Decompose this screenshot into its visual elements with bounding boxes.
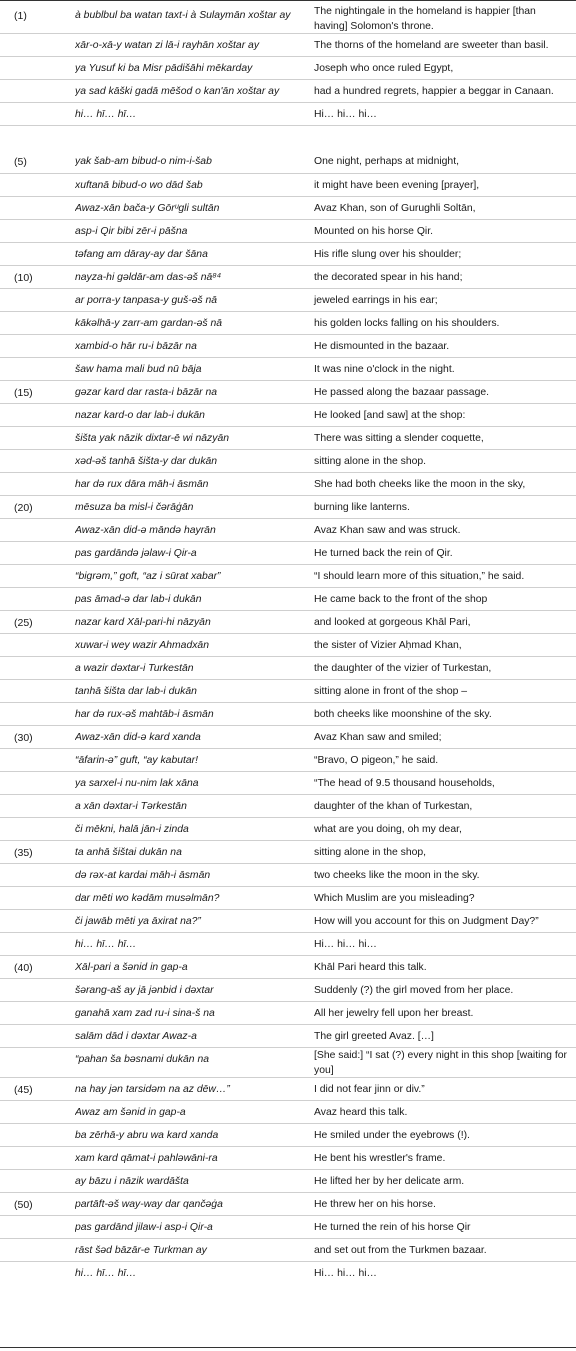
verse-number: (1) — [14, 10, 27, 22]
source-verse: rāst šәd bāzār-e Turkman ay — [75, 1245, 207, 1256]
translation: burning like lanterns. — [314, 502, 410, 513]
verse-row — [0, 1100, 576, 1123]
verse-row — [0, 173, 576, 196]
translation: He lifted her by her delicate arm. — [314, 1176, 465, 1187]
verse-number: (10) — [14, 272, 33, 284]
translation: and set out from the Turkmen bazaar. — [314, 1245, 487, 1256]
verse-row — [0, 1192, 576, 1215]
source-verse: šišta yak nāzik dixtar-ē wi nāzyān — [75, 433, 230, 444]
source-verse: hi… hī… hī… — [75, 109, 137, 120]
source-verse: partāft-әš way-way dar qančәġa — [75, 1199, 223, 1210]
verse-row — [0, 1123, 576, 1146]
source-verse: ya sad kāški gadā mēšod o kan'ān xoštar ay — [75, 86, 280, 97]
verse-row — [0, 334, 576, 357]
verse-row — [0, 1215, 576, 1238]
source-verse: ba zērhā-y abru wa kard xanda — [75, 1130, 219, 1141]
translation: “The head of 9.5 thousand households, — [314, 778, 495, 789]
source-verse: xәd-әš tanhā šišta-y dar dukān — [75, 456, 218, 467]
translation: She had both cheeks like the moon in the sky, — [314, 479, 526, 490]
translation: the daughter of the vizier of Turkestan, — [314, 663, 492, 674]
verse-number: (15) — [14, 387, 33, 399]
source-verse: asp-i Qir bibi zēr-i pāšna — [75, 226, 188, 237]
source-verse: Awaz-xān bača-y Gōrᵘgli sultān — [75, 203, 220, 214]
source-verse: Awaz-xān did-ә kard xanda — [75, 732, 201, 743]
source-verse: har dә rux dāra māh-i āsmān — [75, 479, 209, 490]
translation: Avaz Khan saw and was struck. — [314, 525, 461, 536]
verse-row — [0, 978, 576, 1001]
source-verse: xambid-o hār ru-i bāzār na — [75, 341, 197, 352]
translation: One night, perhaps at midnight, — [314, 156, 459, 167]
translation: and looked at gorgeous Khāl Pari, — [314, 617, 471, 628]
source-verse: ya Yusuf ki ba Misr pādišāhi mēkarday — [75, 63, 253, 74]
verse-row — [0, 403, 576, 426]
source-verse: ta anhā šištai dukān na — [75, 847, 182, 858]
translation: his golden locks falling on his shoulders. — [314, 318, 500, 329]
translation: sitting alone in the shop. — [314, 456, 427, 467]
verse-row — [0, 1261, 576, 1284]
source-verse: “pahan ša bәsnami dukān na — [75, 1054, 210, 1065]
source-verse: ay bāzu i nāzik wardāšta — [75, 1176, 189, 1187]
source-verse: nazar kard-o dar lab-i dukān — [75, 410, 205, 421]
source-verse: xār-o-xā-y watan zi lā-i rayhān xoštar ay — [75, 40, 260, 51]
translation: had a hundred regrets, happier a beggar in Canaan. — [314, 86, 554, 97]
verse-row — [0, 840, 576, 863]
verse-row — [0, 426, 576, 449]
verse-row — [0, 288, 576, 311]
bottom-rule — [0, 1347, 576, 1348]
translation: He bent his wrestler's frame. — [314, 1153, 446, 1164]
translation: The girl greeted Avaz. […] — [314, 1031, 434, 1042]
verse-row — [0, 518, 576, 541]
translation: How will you account for this on Judgment Day?” — [314, 916, 539, 927]
verse-row — [0, 449, 576, 472]
top-rule — [0, 0, 576, 1]
verse-row — [0, 380, 576, 403]
source-verse: a xān dәxtar-i Tәrkestān — [75, 801, 187, 812]
verse-row — [0, 102, 576, 125]
translation: He turned the rein of his horse Qir — [314, 1222, 471, 1233]
source-verse: tanhā šišta dar lab-i dukān — [75, 686, 197, 697]
verse-row — [0, 219, 576, 242]
verse-row — [0, 56, 576, 79]
verse-row — [0, 909, 576, 932]
source-verse: pas āmad-ә dar lab-i dukān — [75, 594, 202, 605]
translation: the sister of Vizier Aḥmad Khan, — [314, 640, 462, 651]
verse-number: (45) — [14, 1084, 33, 1096]
source-verse: kākәlhā-y zarr-am gardan-әš nā — [75, 318, 223, 329]
source-verse: xam kard qāmat-i pahlәwāni-ra — [75, 1153, 218, 1164]
source-verse: yak šab-am bibud-o nim-i-šab — [75, 156, 212, 167]
source-verse: pas gardāndә jәlaw-i Qir-a — [75, 548, 197, 559]
verse-row — [0, 79, 576, 102]
translation: daughter of the khan of Turkestan, — [314, 801, 473, 812]
translation: Hi… hi… hi… — [314, 109, 377, 120]
source-verse: salām dād i dәxtar Awaz-a — [75, 1031, 197, 1042]
stanza-gap — [0, 125, 576, 151]
translation: He dismounted in the bazaar. — [314, 341, 450, 352]
verse-row — [0, 679, 576, 702]
translation: “Bravo, O pigeon,” he said. — [314, 755, 439, 766]
verse-row — [0, 748, 576, 771]
translation: [She said:] “I sat (?) every night in this shop [waiting for you] — [314, 1050, 567, 1076]
translation: He looked [and saw] at the shop: — [314, 410, 466, 421]
source-verse: či jawāb mēti ya āxirat na?” — [75, 916, 201, 927]
source-verse: xuwar-i wey wazir Ahmadxān — [75, 640, 209, 651]
verse-row — [0, 1024, 576, 1047]
source-verse: tәfang am dāray-ay dar šāna — [75, 249, 208, 260]
source-verse: xuftanā bibud-o wo dād šab — [75, 180, 203, 191]
translation: Hi… hi… hi… — [314, 939, 377, 950]
translation: He passed along the bazaar passage. — [314, 387, 490, 398]
verse-row — [0, 150, 576, 173]
source-verse: hi… hī… hī… — [75, 1268, 137, 1279]
verse-number: (5) — [14, 156, 27, 168]
verse-row — [0, 33, 576, 56]
source-verse: a wazir dәxtar-i Turkestān — [75, 663, 194, 674]
translation: Avaz Khan saw and smiled; — [314, 732, 442, 743]
translation: Avaz Khan, son of Gurughli Soltān, — [314, 203, 476, 214]
verse-row — [0, 817, 576, 840]
verse-row — [0, 794, 576, 817]
source-verse: à bublbul ba watan taxt-i à Sulaymān xoštar ay — [75, 10, 291, 21]
verse-row — [0, 196, 576, 219]
source-verse: ya sarxel-i nu-nim lak xāna — [75, 778, 199, 789]
source-verse: mēsuza ba misl-i čәrāġān — [75, 502, 194, 513]
translation: Khāl Pari heard this talk. — [314, 962, 427, 973]
source-verse: ganahā xam zad ru-i sina-š na — [75, 1008, 215, 1019]
translation: jeweled earrings in his ear; — [314, 295, 438, 306]
translation: Hi… hi… hi… — [314, 1268, 377, 1279]
verse-row — [0, 1077, 576, 1100]
source-verse: Awaz am šәnid in gap-a — [75, 1107, 186, 1118]
verse-row — [0, 472, 576, 495]
translation: It was nine o'clock in the night. — [314, 364, 455, 375]
translation: He smiled under the eyebrows (!). — [314, 1130, 470, 1141]
verse-row — [0, 1169, 576, 1192]
source-verse: gәzar kard dar rasta-i bāzār na — [75, 387, 218, 398]
source-verse: nazar kard Xāl-pari-hi nāzyān — [75, 617, 211, 628]
verse-row — [0, 656, 576, 679]
translation: the decorated spear in his hand; — [314, 272, 463, 283]
translation: His rifle slung over his shoulder; — [314, 249, 462, 260]
translation: He threw her on his horse. — [314, 1199, 436, 1210]
verse-row — [0, 725, 576, 748]
translation: it might have been evening [prayer], — [314, 180, 480, 191]
source-verse: dә rәx-at kardai māh-i āsmān — [75, 870, 211, 881]
translation: Mounted on his horse Qir. — [314, 226, 433, 237]
translation: Suddenly (?) the girl moved from her place. — [314, 985, 514, 996]
source-verse: Awaz-xān did-ә māndә hayrān — [75, 525, 216, 536]
source-verse: či mēkni, halā jān-i zinda — [75, 824, 189, 835]
verse-row — [0, 863, 576, 886]
source-verse: na hay jәn tarsidәm na az dēw…” — [75, 1084, 230, 1095]
source-verse: har dә rux-әš mahtāb-i āsmān — [75, 709, 214, 720]
translation: The thorns of the homeland are sweeter than basil. — [314, 40, 549, 51]
source-verse: Xāl-pari a šәnid in gap-a — [75, 962, 188, 973]
verse-row — [0, 886, 576, 909]
translation: I did not fear jinn or div.” — [314, 1084, 425, 1095]
verse-row — [0, 955, 576, 978]
source-verse: šaw hama mali bud nū bāja — [75, 364, 202, 375]
verse-row — [0, 1001, 576, 1024]
source-verse: hi… hī… hī… — [75, 939, 137, 950]
verse-row — [0, 702, 576, 725]
source-verse: “āfarin-ә” guft, “ay kabutar! — [75, 755, 199, 766]
verse-number: (50) — [14, 1199, 33, 1211]
translation: Which Muslim are you misleading? — [314, 893, 475, 904]
translation: Joseph who once ruled Egypt, — [314, 63, 454, 74]
verse-row — [0, 495, 576, 518]
translation: He turned back the rein of Qir. — [314, 548, 453, 559]
source-verse: pas gardānd jilaw-i asp-i Qir-a — [75, 1222, 213, 1233]
translation: The nightingale in the homeland is happier [than having] Solomon's throne. — [314, 6, 536, 32]
source-verse: ar porra-y tanpasa-y guš-әš nā — [75, 295, 218, 306]
source-verse: nayza-hi gәldār-am das-әš nā⁸⁴ — [75, 272, 222, 283]
translation: both cheeks like moonshine of the sky. — [314, 709, 492, 720]
verse-number: (20) — [14, 502, 33, 514]
verse-row — [0, 932, 576, 955]
translation: All her jewelry fell upon her breast. — [314, 1008, 474, 1019]
verse-row — [0, 311, 576, 334]
verse-row — [0, 1146, 576, 1169]
translation: what are you doing, oh my dear, — [314, 824, 462, 835]
verse-row — [0, 771, 576, 794]
verse-number: (40) — [14, 962, 33, 974]
verse-number: (25) — [14, 617, 33, 629]
verse-row — [0, 587, 576, 610]
verse-row — [0, 610, 576, 633]
verse-row — [0, 265, 576, 288]
verse-row — [0, 357, 576, 380]
translation: sitting alone in the shop, — [314, 847, 427, 858]
translation: Avaz heard this talk. — [314, 1107, 408, 1118]
verse-row — [0, 4, 576, 33]
verse-number: (35) — [14, 847, 33, 859]
verse-row — [0, 242, 576, 265]
source-verse: dar mēti wo kәdām musәlmān? — [75, 893, 220, 904]
verse-row — [0, 1047, 576, 1077]
verse-number: (30) — [14, 732, 33, 744]
translation: two cheeks like the moon in the sky. — [314, 870, 480, 881]
verse-row — [0, 564, 576, 587]
verse-row — [0, 1238, 576, 1261]
translation: He came back to the front of the shop — [314, 594, 488, 605]
verse-row — [0, 541, 576, 564]
verse-row — [0, 633, 576, 656]
source-verse: šәrang-aš ay jā jәnbid i dәxtar — [75, 985, 214, 996]
translation: sitting alone in front of the shop – — [314, 686, 468, 697]
translation: There was sitting a slender coquette, — [314, 433, 484, 444]
source-verse: “bigrәm,” goft, “az i sūrat xabar” — [75, 571, 221, 582]
translation: “I should learn more of this situation,” he said. — [314, 571, 525, 582]
